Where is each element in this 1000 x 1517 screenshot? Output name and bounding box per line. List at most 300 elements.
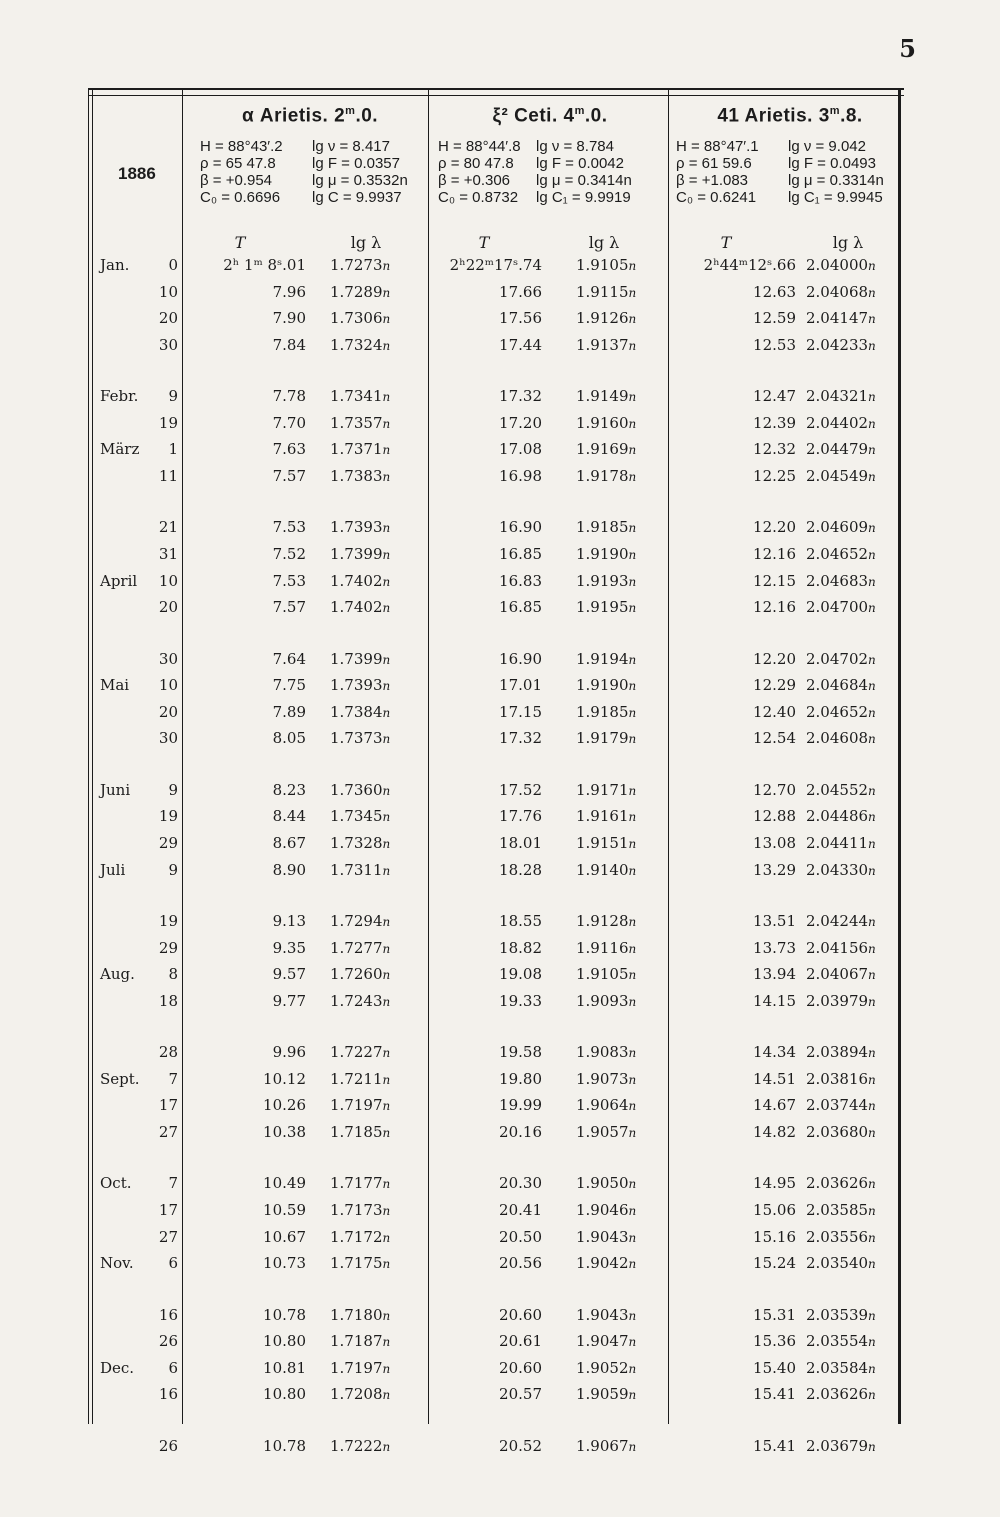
row-month: Juli xyxy=(100,860,126,879)
row-lg-41ari: 2.04233n xyxy=(806,335,876,354)
row-t-alpha: 10.81 xyxy=(263,1358,306,1377)
row-lg-xi: 1.9115n xyxy=(576,282,637,301)
negative-sign-suffix: n xyxy=(868,601,876,616)
row-day: 19 xyxy=(158,912,178,930)
negative-sign-suffix: n xyxy=(628,1361,637,1376)
negative-sign-suffix: n xyxy=(868,1388,876,1403)
star2-params-right: lg ν = 8.784 lg F = 0.0042 lg μ = 0.3414n lg C₁ = 9.9919 xyxy=(536,138,632,206)
row-day: 31 xyxy=(158,545,178,563)
row-lg-alpha: 1.7393n xyxy=(330,518,391,537)
negative-sign-suffix: n xyxy=(868,1072,876,1087)
row-lg-alpha: 1.7345n xyxy=(330,807,391,826)
row-t-xi: 20.57 xyxy=(499,1385,542,1404)
row-t-alpha: 8.05 xyxy=(272,729,306,748)
row-day: 9 xyxy=(168,387,178,406)
row-lg-alpha: 1.7273n xyxy=(330,256,391,274)
table-row xyxy=(0,676,1000,700)
row-day: 11 xyxy=(158,467,178,485)
row-lg-41ari: 2.03626n xyxy=(806,1174,876,1193)
table-row xyxy=(0,1096,1000,1120)
table-row xyxy=(0,729,1000,753)
negative-sign-suffix: n xyxy=(868,416,876,431)
col-head-lg2: lg λ xyxy=(588,233,620,252)
row-day: 6 xyxy=(168,1358,178,1377)
table-row xyxy=(0,1228,1000,1252)
negative-sign-suffix: n xyxy=(382,521,391,536)
row-day: 10 xyxy=(158,282,178,301)
row-lg-41ari: 2.04684n xyxy=(806,676,876,695)
negative-sign-suffix: n xyxy=(382,732,391,747)
row-t-41ari: 14.15 xyxy=(753,991,796,1010)
row-lg-alpha: 1.7172n xyxy=(330,1227,391,1246)
negative-sign-suffix: n xyxy=(382,416,391,431)
table-row xyxy=(0,781,1000,805)
row-day: 19 xyxy=(158,413,178,432)
row-lg-41ari: 2.04652n xyxy=(806,545,876,563)
negative-sign-suffix: n xyxy=(628,994,637,1009)
row-t-alpha: 7.53 xyxy=(272,571,306,590)
row-lg-alpha: 1.7175n xyxy=(330,1254,391,1273)
row-t-alpha: 7.70 xyxy=(272,413,306,432)
row-t-41ari: 15.41 xyxy=(753,1385,796,1404)
negative-sign-suffix: n xyxy=(628,1388,637,1403)
row-t-alpha: 7.64 xyxy=(272,649,306,668)
table-row xyxy=(0,1254,1000,1278)
row-t-alpha: 7.90 xyxy=(272,309,306,328)
negative-sign-suffix: n xyxy=(868,390,876,405)
row-t-41ari: 13.29 xyxy=(753,860,796,879)
row-day: 28 xyxy=(158,1043,178,1062)
row-day: 9 xyxy=(168,780,178,799)
col-head-t1: T xyxy=(234,233,246,252)
row-t-xi: 20.56 xyxy=(499,1254,542,1273)
row-day: 29 xyxy=(158,834,178,852)
row-t-41ari: 12.16 xyxy=(753,598,796,617)
negative-sign-suffix: n xyxy=(628,285,637,300)
row-lg-41ari: 2.03584n xyxy=(806,1358,876,1377)
negative-sign-suffix: n xyxy=(628,1046,637,1061)
row-month: Dec. xyxy=(100,1358,135,1377)
negative-sign-suffix: n xyxy=(868,732,876,747)
negative-sign-suffix: n xyxy=(628,338,637,353)
row-lg-alpha: 1.7402n xyxy=(330,571,391,590)
row-lg-41ari: 2.04411n xyxy=(806,834,876,852)
row-lg-41ari: 2.03540n xyxy=(806,1254,876,1273)
star-name-2: ξ² Ceti. 4$^m$.0. xyxy=(492,105,608,127)
row-t-41ari: 12.47 xyxy=(753,387,796,406)
negative-sign-suffix: n xyxy=(868,521,876,536)
row-t-41ari: 2ʰ44ᵐ12ˢ.66 xyxy=(703,256,796,274)
negative-sign-suffix: n xyxy=(868,312,876,327)
row-day: 27 xyxy=(158,1123,178,1141)
negative-sign-suffix: n xyxy=(382,1230,391,1245)
row-day: 8 xyxy=(168,965,178,984)
negative-sign-suffix: n xyxy=(628,470,637,484)
row-lg-alpha: 1.7211n xyxy=(330,1069,391,1088)
row-lg-alpha: 1.7371n xyxy=(330,440,391,459)
negative-sign-suffix: n xyxy=(628,443,637,458)
row-t-xi: 16.98 xyxy=(499,467,542,485)
row-lg-xi: 1.9073n xyxy=(576,1069,637,1088)
row-lg-xi: 1.9050n xyxy=(576,1174,637,1193)
row-lg-alpha: 1.7180n xyxy=(330,1305,391,1324)
row-lg-xi: 1.9043n xyxy=(576,1305,637,1324)
row-lg-41ari: 2.04479n xyxy=(806,440,876,459)
row-lg-xi: 1.9052n xyxy=(576,1358,637,1377)
negative-sign-suffix: n xyxy=(628,1072,637,1087)
row-t-xi: 17.44 xyxy=(499,335,542,354)
row-lg-xi: 1.9042n xyxy=(576,1254,637,1273)
row-lg-alpha: 1.7187n xyxy=(330,1332,391,1351)
row-t-41ari: 12.70 xyxy=(753,780,796,799)
table-row xyxy=(0,387,1000,411)
row-t-alpha: 9.13 xyxy=(272,912,306,930)
row-t-alpha: 7.78 xyxy=(272,387,306,406)
row-lg-xi: 1.9195n xyxy=(576,598,637,617)
row-lg-alpha: 1.7373n xyxy=(330,729,391,748)
row-t-xi: 2ʰ22ᵐ17ˢ.74 xyxy=(449,256,542,274)
row-lg-xi: 1.9140n xyxy=(576,860,637,879)
table-row xyxy=(0,1043,1000,1067)
row-lg-xi: 1.9169n xyxy=(576,440,637,459)
table-row xyxy=(0,309,1000,333)
negative-sign-suffix: n xyxy=(382,548,391,562)
row-day: 26 xyxy=(158,1436,178,1455)
row-t-alpha: 8.23 xyxy=(272,780,306,799)
table-row xyxy=(0,598,1000,622)
negative-sign-suffix: n xyxy=(382,968,391,983)
row-t-41ari: 14.34 xyxy=(753,1043,796,1062)
negative-sign-suffix: n xyxy=(382,601,391,616)
row-lg-alpha: 1.7384n xyxy=(330,702,391,721)
row-lg-xi: 1.9171n xyxy=(576,780,637,799)
negative-sign-suffix: n xyxy=(868,994,876,1009)
row-t-41ari: 14.95 xyxy=(753,1174,796,1193)
row-lg-41ari: 2.03894n xyxy=(806,1043,876,1062)
negative-sign-suffix: n xyxy=(868,1257,876,1272)
row-t-alpha: 10.78 xyxy=(263,1436,306,1455)
negative-sign-suffix: n xyxy=(382,1126,391,1140)
negative-sign-suffix: n xyxy=(628,915,637,929)
row-day: 21 xyxy=(158,518,178,537)
row-lg-41ari: 2.03585n xyxy=(806,1201,876,1219)
row-lg-xi: 1.9190n xyxy=(576,545,637,563)
negative-sign-suffix: n xyxy=(382,1388,391,1403)
table-row xyxy=(0,1123,1000,1147)
row-lg-xi: 1.9093n xyxy=(576,991,637,1010)
row-month: Febr. xyxy=(100,387,139,406)
negative-sign-suffix: n xyxy=(628,679,637,694)
table-row xyxy=(0,912,1000,936)
negative-sign-suffix: n xyxy=(382,1439,391,1454)
row-t-alpha: 10.80 xyxy=(263,1332,306,1351)
row-t-xi: 20.52 xyxy=(499,1436,542,1455)
row-t-41ari: 15.36 xyxy=(753,1332,796,1351)
row-lg-xi: 1.9046n xyxy=(576,1201,637,1219)
row-lg-41ari: 2.04244n xyxy=(806,912,876,930)
negative-sign-suffix: n xyxy=(868,705,876,720)
table-row xyxy=(0,965,1000,989)
row-lg-alpha: 1.7289n xyxy=(330,282,391,301)
negative-sign-suffix: n xyxy=(382,574,391,589)
negative-sign-suffix: n xyxy=(628,548,637,562)
table-row xyxy=(0,1174,1000,1198)
row-lg-xi: 1.9190n xyxy=(576,676,637,695)
row-month: Juni xyxy=(100,780,131,799)
row-lg-41ari: 2.03556n xyxy=(806,1227,876,1246)
negative-sign-suffix: n xyxy=(868,863,876,878)
negative-sign-suffix: n xyxy=(628,1099,637,1114)
row-t-alpha: 10.38 xyxy=(263,1123,306,1141)
table-row xyxy=(0,1306,1000,1330)
negative-sign-suffix: n xyxy=(382,390,391,405)
row-day: 7 xyxy=(168,1174,178,1193)
negative-sign-suffix: n xyxy=(382,652,391,667)
table-row xyxy=(0,807,1000,831)
negative-sign-suffix: n xyxy=(868,1126,876,1140)
negative-sign-suffix: n xyxy=(628,732,637,747)
negative-sign-suffix: n xyxy=(382,705,391,720)
negative-sign-suffix: n xyxy=(628,1126,637,1140)
row-t-xi: 20.60 xyxy=(499,1305,542,1324)
row-lg-41ari: 2.04402n xyxy=(806,413,876,432)
row-lg-alpha: 1.7393n xyxy=(330,676,391,695)
top-rule-inner xyxy=(88,95,904,96)
table-row xyxy=(0,650,1000,674)
row-lg-xi: 1.9137n xyxy=(576,335,637,354)
negative-sign-suffix: n xyxy=(868,652,876,667)
row-lg-alpha: 1.7399n xyxy=(330,649,391,668)
row-lg-xi: 1.9105n xyxy=(576,256,637,274)
row-lg-41ari: 2.03680n xyxy=(806,1123,876,1141)
row-day: 20 xyxy=(158,702,178,721)
star2-params-left: H = 88°44′.8 ρ = 80 47.8 β = +0.306 C₀ = 0.8732 xyxy=(438,138,521,206)
negative-sign-suffix: n xyxy=(382,312,391,327)
row-lg-41ari: 2.04609n xyxy=(806,518,876,537)
row-day: 9 xyxy=(168,860,178,879)
negative-sign-suffix: n xyxy=(382,679,391,694)
row-t-xi: 17.32 xyxy=(499,387,542,406)
row-lg-xi: 1.9161n xyxy=(576,807,637,826)
negative-sign-suffix: n xyxy=(382,837,391,851)
row-t-xi: 20.60 xyxy=(499,1358,542,1377)
row-t-xi: 17.15 xyxy=(499,702,542,721)
row-lg-41ari: 2.04702n xyxy=(806,649,876,668)
negative-sign-suffix: n xyxy=(868,548,876,562)
row-lg-xi: 1.9064n xyxy=(576,1096,637,1115)
row-day: 20 xyxy=(158,598,178,617)
star-name-3: 41 Arietis. 3$^m$.8. xyxy=(717,105,863,127)
row-month: Jan. xyxy=(100,256,130,274)
row-t-xi: 20.30 xyxy=(499,1174,542,1193)
row-month: Sept. xyxy=(100,1069,140,1088)
table-row xyxy=(0,1332,1000,1356)
row-t-alpha: 8.90 xyxy=(272,860,306,879)
row-day: 17 xyxy=(158,1096,178,1115)
row-t-41ari: 12.53 xyxy=(753,335,796,354)
row-t-alpha: 7.89 xyxy=(272,702,306,721)
row-t-41ari: 12.20 xyxy=(753,518,796,537)
row-lg-alpha: 1.7357n xyxy=(330,413,391,432)
negative-sign-suffix: n xyxy=(868,941,876,956)
negative-sign-suffix: n xyxy=(628,941,637,956)
row-lg-alpha: 1.7197n xyxy=(330,1096,391,1115)
row-day: 20 xyxy=(158,309,178,328)
row-t-41ari: 12.15 xyxy=(753,571,796,590)
negative-sign-suffix: n xyxy=(868,470,876,484)
row-t-41ari: 13.51 xyxy=(753,912,796,930)
row-t-41ari: 12.88 xyxy=(753,807,796,826)
row-t-41ari: 12.25 xyxy=(753,467,796,485)
table-row xyxy=(0,992,1000,1016)
row-lg-41ari: 2.04683n xyxy=(806,571,876,590)
negative-sign-suffix: n xyxy=(382,1204,391,1218)
col-head-lg1: lg λ xyxy=(350,233,382,252)
negative-sign-suffix: n xyxy=(628,837,637,851)
negative-sign-suffix: n xyxy=(868,783,876,798)
table-row xyxy=(0,1385,1000,1409)
negative-sign-suffix: n xyxy=(628,1439,637,1454)
row-t-alpha: 7.53 xyxy=(272,518,306,537)
row-t-alpha: 10.67 xyxy=(263,1227,306,1246)
row-lg-41ari: 2.03979n xyxy=(806,991,876,1010)
row-t-xi: 16.90 xyxy=(499,518,542,537)
row-day: 27 xyxy=(158,1227,178,1246)
row-day: 30 xyxy=(158,649,178,668)
negative-sign-suffix: n xyxy=(628,783,637,798)
row-t-xi: 16.85 xyxy=(499,598,542,617)
row-lg-xi: 1.9149n xyxy=(576,387,637,406)
row-lg-41ari: 2.04552n xyxy=(806,780,876,799)
table-row xyxy=(0,256,1000,280)
col-head-t2: T xyxy=(478,233,490,252)
row-t-alpha: 7.63 xyxy=(272,440,306,459)
row-lg-xi: 1.9057n xyxy=(576,1123,637,1141)
negative-sign-suffix: n xyxy=(868,1177,876,1192)
row-t-xi: 17.08 xyxy=(499,440,542,459)
row-lg-alpha: 1.7208n xyxy=(330,1385,391,1404)
table-row xyxy=(0,336,1000,360)
table-row xyxy=(0,861,1000,885)
row-t-xi: 20.41 xyxy=(499,1201,542,1219)
negative-sign-suffix: n xyxy=(628,416,637,431)
table-row xyxy=(0,939,1000,963)
table-row xyxy=(0,545,1000,569)
row-t-alpha: 9.96 xyxy=(272,1043,306,1062)
row-lg-41ari: 2.04652n xyxy=(806,702,876,721)
negative-sign-suffix: n xyxy=(382,810,391,825)
table-row xyxy=(0,1359,1000,1383)
row-t-41ari: 12.63 xyxy=(753,282,796,301)
row-lg-xi: 1.9067n xyxy=(576,1436,637,1455)
row-month: Mai xyxy=(100,676,130,695)
row-lg-41ari: 2.04330n xyxy=(806,860,876,879)
negative-sign-suffix: n xyxy=(868,338,876,353)
row-lg-xi: 1.9128n xyxy=(576,912,637,930)
row-t-alpha: 7.75 xyxy=(272,676,306,695)
row-lg-alpha: 1.7243n xyxy=(330,991,391,1010)
row-t-alpha: 7.96 xyxy=(272,282,306,301)
negative-sign-suffix: n xyxy=(382,1335,391,1350)
negative-sign-suffix: n xyxy=(628,652,637,667)
row-lg-alpha: 1.7185n xyxy=(330,1123,391,1141)
negative-sign-suffix: n xyxy=(628,1335,637,1350)
negative-sign-suffix: n xyxy=(628,1177,637,1192)
row-lg-41ari: 2.03539n xyxy=(806,1305,876,1324)
row-lg-xi: 1.9047n xyxy=(576,1332,637,1351)
row-day: 30 xyxy=(158,729,178,748)
row-t-xi: 20.61 xyxy=(499,1332,542,1351)
negative-sign-suffix: n xyxy=(868,285,876,300)
row-t-xi: 20.50 xyxy=(499,1227,542,1246)
row-t-alpha: 8.44 xyxy=(272,807,306,826)
row-lg-41ari: 2.04608n xyxy=(806,729,876,748)
table-row xyxy=(0,703,1000,727)
negative-sign-suffix: n xyxy=(868,837,876,851)
negative-sign-suffix: n xyxy=(382,1257,391,1272)
row-t-alpha: 7.57 xyxy=(272,598,306,617)
negative-sign-suffix: n xyxy=(628,574,637,589)
row-t-alpha: 7.52 xyxy=(272,545,306,563)
row-day: 1 xyxy=(168,440,178,459)
table-row xyxy=(0,1437,1000,1461)
row-lg-41ari: 2.04486n xyxy=(806,807,876,826)
negative-sign-suffix: n xyxy=(382,783,391,798)
negative-sign-suffix: n xyxy=(628,1230,637,1245)
negative-sign-suffix: n xyxy=(868,810,876,825)
row-t-alpha: 10.78 xyxy=(263,1305,306,1324)
row-lg-41ari: 2.03816n xyxy=(806,1069,876,1088)
row-t-41ari: 15.31 xyxy=(753,1305,796,1324)
row-t-41ari: 14.82 xyxy=(753,1123,796,1141)
row-t-xi: 17.52 xyxy=(499,780,542,799)
row-lg-alpha: 1.7177n xyxy=(330,1174,391,1193)
negative-sign-suffix: n xyxy=(868,679,876,694)
negative-sign-suffix: n xyxy=(628,1308,637,1323)
table-row xyxy=(0,440,1000,464)
row-day: 19 xyxy=(158,807,178,826)
negative-sign-suffix: n xyxy=(868,1099,876,1114)
row-t-41ari: 14.67 xyxy=(753,1096,796,1115)
row-t-xi: 19.08 xyxy=(499,965,542,984)
row-t-xi: 17.56 xyxy=(499,309,542,328)
row-lg-xi: 1.9178n xyxy=(576,467,637,485)
negative-sign-suffix: n xyxy=(868,443,876,458)
row-lg-xi: 1.9160n xyxy=(576,413,637,432)
row-day: 29 xyxy=(158,938,178,957)
row-lg-alpha: 1.7294n xyxy=(330,912,391,930)
table-row xyxy=(0,572,1000,596)
negative-sign-suffix: n xyxy=(628,968,637,983)
negative-sign-suffix: n xyxy=(382,863,391,878)
row-lg-41ari: 2.03744n xyxy=(806,1096,876,1115)
row-lg-xi: 1.9151n xyxy=(576,834,637,852)
negative-sign-suffix: n xyxy=(628,390,637,405)
row-day: 30 xyxy=(158,335,178,354)
negative-sign-suffix: n xyxy=(628,312,637,327)
row-t-41ari: 13.08 xyxy=(753,834,796,852)
row-t-xi: 19.33 xyxy=(499,991,542,1010)
negative-sign-suffix: n xyxy=(628,810,637,825)
row-t-xi: 17.76 xyxy=(499,807,542,826)
row-t-41ari: 15.16 xyxy=(753,1227,796,1246)
row-lg-alpha: 1.7197n xyxy=(330,1358,391,1377)
row-t-xi: 18.82 xyxy=(499,938,542,957)
negative-sign-suffix: n xyxy=(382,994,391,1009)
row-t-alpha: 10.49 xyxy=(263,1174,306,1193)
row-lg-41ari: 2.04068n xyxy=(806,282,876,301)
row-lg-41ari: 2.03554n xyxy=(806,1332,876,1351)
